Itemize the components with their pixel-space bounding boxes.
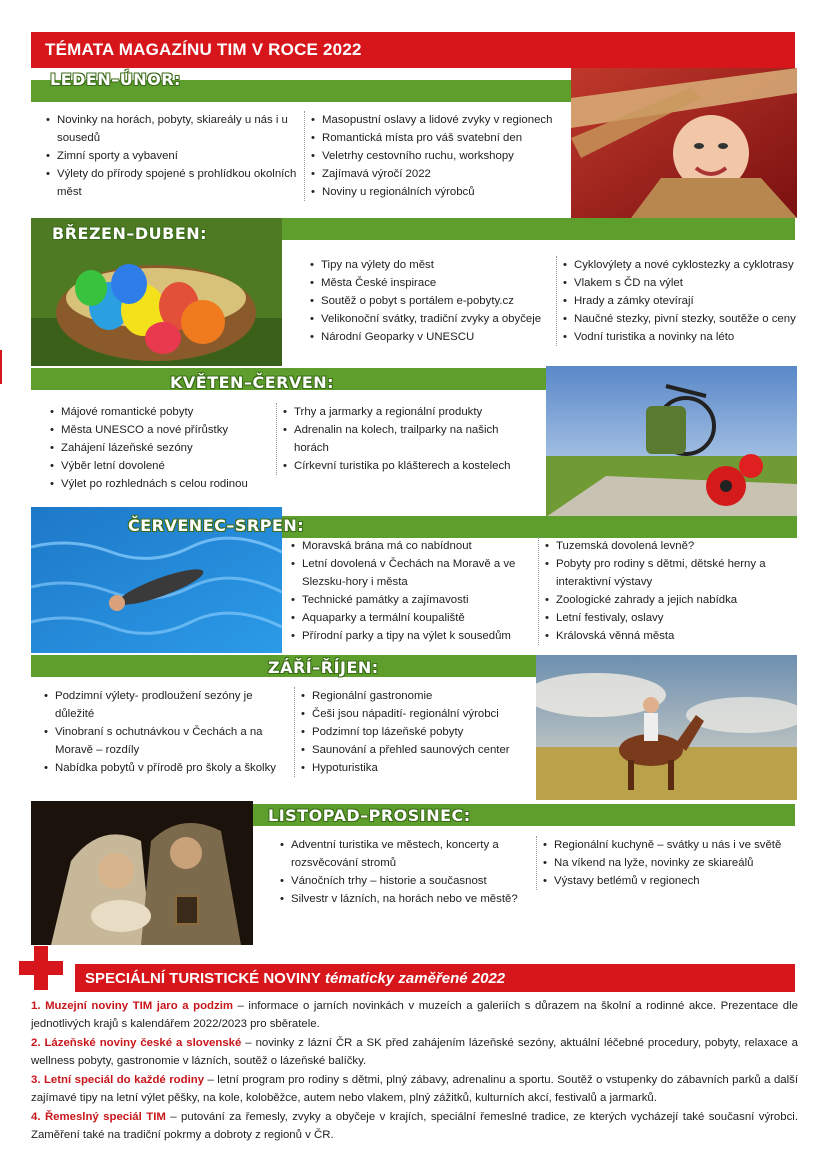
list-item: • Masopustní oslavy a lidové zvyky v regionech bbox=[311, 111, 566, 129]
list-item: • Výlety do přírody spojené s prohlídkou okolních měst bbox=[46, 165, 300, 201]
list-item: • Národní Geoparky v UNESCU bbox=[310, 328, 558, 346]
section-6-col-2 bbox=[536, 836, 796, 890]
list-item: • Cyklovýlety a nové cyklostezky a cyklotrasy bbox=[563, 256, 800, 274]
item-text: – letní program pro rodiny s dětmi, plný zábavy, adrenalinu a sportu. Soutěž o vstupenky do zábavních parků a další zajímavé tipy na letní výlet pěšky, na kole, koloběžce, autem nebo vlakem, plný zážitků, kulturních akcí, festivalů a jarmarků. bbox=[31, 1074, 798, 1104]
list-item: • Výběr letní dovolené bbox=[50, 457, 276, 475]
list-item: • Zimní sporty a vybavení bbox=[46, 147, 300, 165]
list-item: • Češi jsou nápadití- regionální výrobci bbox=[301, 705, 530, 723]
item-highlight: Lázeňské noviny české a slovenské bbox=[44, 1037, 242, 1049]
item-highlight: Muzejní noviny TIM jaro a podzim bbox=[45, 1000, 233, 1012]
list-item: • Královská věnná města bbox=[545, 627, 778, 645]
page-title-bar bbox=[31, 32, 795, 68]
list-item: • Moravská brána má co nabídnout bbox=[291, 537, 544, 555]
section-title-3: KVĚTEN–ČERVEN: bbox=[170, 373, 335, 392]
special-item bbox=[31, 998, 798, 1033]
special-title bbox=[85, 970, 505, 987]
edge-mark bbox=[0, 350, 2, 384]
bicycle-poppy-photo bbox=[546, 366, 797, 517]
item-text: – putování za řemesly, zvyky a obyčeje v krajích, speciální řemeslné tradice, ze kterých vycházejí také současní výrobci. Zaměření také na tradiční pokrmy a dobroty z regionů v ČR. bbox=[31, 1111, 798, 1141]
nativity-figures-photo bbox=[31, 801, 253, 945]
list-item: • Výstavy betlémů v regionech bbox=[543, 872, 796, 890]
list-item: • Zajímavá výročí 2022 bbox=[311, 165, 566, 183]
section-6-col-1 bbox=[280, 836, 538, 908]
section-title-2: BŘEZEN–DUBEN: bbox=[52, 224, 208, 243]
special-title-bar bbox=[75, 964, 795, 992]
section-title-4: ČERVENEC–SRPEN: bbox=[128, 516, 305, 535]
list-item: • Hrady a zámky otevírají bbox=[563, 292, 800, 310]
special-title-bold: SPECIÁLNÍ TURISTICKÉ NOVINY bbox=[85, 970, 321, 987]
list-item: • Letní dovolená v Čechách na Moravě a ve Slezsku-hory i města bbox=[291, 555, 544, 591]
list-item: • Na víkend na lyže, novinky ze skiareálů bbox=[543, 854, 796, 872]
list-item: • Adventní turistika ve městech, koncerty a rozsvěcování stromů bbox=[280, 836, 538, 872]
list-item: • Města UNESCO a nové přírůstky bbox=[50, 421, 276, 439]
section-bar-4 bbox=[282, 516, 797, 538]
list-item: • Církevní turistika po klášterech a kostelech bbox=[283, 457, 522, 475]
list-item: • Regionální kuchyně – svátky u nás i ve světě bbox=[543, 836, 796, 854]
list-item: • Vlakem s ČD na výlet bbox=[563, 274, 800, 292]
list-item: • Soutěž o pobyt s portálem e-pobyty.cz bbox=[310, 292, 558, 310]
section-3-col-1 bbox=[50, 403, 276, 493]
special-item bbox=[31, 1109, 798, 1144]
horse-rider-photo bbox=[536, 655, 797, 800]
special-list bbox=[31, 998, 798, 1146]
list-item: • Technické památky a zajímavosti bbox=[291, 591, 544, 609]
list-item: • Novinky na horách, pobyty, skiareály u nás i u sousedů bbox=[46, 111, 300, 147]
section-title-1: LEDEN–ÚNOR: bbox=[50, 70, 181, 89]
section-4-col-1 bbox=[291, 537, 544, 645]
list-item: • Pobyty pro rodiny s dětmi, dětské herny a interaktivní výstavy bbox=[545, 555, 778, 591]
item-number: 2. bbox=[31, 1037, 41, 1049]
list-item: • Regionální gastronomie bbox=[301, 687, 530, 705]
list-item: • Naučné stezky, pivní stezky, soutěže o ceny bbox=[563, 310, 800, 328]
item-number: 3. bbox=[31, 1074, 41, 1086]
list-item: • Vánočních trhy – historie a současnost bbox=[280, 872, 538, 890]
section-title-5: ZÁŘÍ–ŘÍJEN: bbox=[268, 658, 379, 677]
list-item: • Města České inspirace bbox=[310, 274, 558, 292]
item-highlight: Řemeslný speciál TIM bbox=[44, 1111, 166, 1123]
straw-hat-woman-photo bbox=[571, 68, 797, 218]
list-item: • Silvestr v lázních, na horách nebo ve městě? bbox=[280, 890, 538, 908]
section-bar-2 bbox=[282, 218, 795, 240]
list-item: • Nabídka pobytů v přírodě pro školy a školky bbox=[44, 759, 290, 777]
list-item: • Podzimní top lázeňské pobyty bbox=[301, 723, 530, 741]
section-5-col-2 bbox=[294, 687, 530, 777]
list-item: • Májové romantické pobyty bbox=[50, 403, 276, 421]
list-item: • Aquaparky a termální koupaliště bbox=[291, 609, 544, 627]
special-title-rest: tématicky zaměřené 2022 bbox=[320, 970, 506, 987]
list-item: • Vodní turistika a novinky na léto bbox=[563, 328, 800, 346]
item-text: – informace o jarních novinkách v muzeích a galeriích s důrazem na školní a rodinné akce. Prezentace dle jednotlivých krajů s kalendářem 2022/2023 pro sběratele. bbox=[31, 1000, 798, 1030]
red-cross-icon-bar bbox=[19, 961, 63, 975]
list-item: • Saunování a přehled saunových center bbox=[301, 741, 530, 759]
section-3-col-2 bbox=[276, 403, 522, 475]
list-item: • Výlet po rozhlednách s celou rodinou bbox=[50, 475, 276, 493]
list-item: • Hypoturistika bbox=[301, 759, 530, 777]
list-item: • Romantická místa pro váš svatební den bbox=[311, 129, 566, 147]
list-item: • Noviny u regionálních výrobců bbox=[311, 183, 566, 201]
list-item: • Podzimní výlety- prodloužení sezóny je důležité bbox=[44, 687, 290, 723]
list-item: • Přírodní parky a tipy na výlet k sousedům bbox=[291, 627, 544, 645]
list-item: • Zoologické zahrady a jejich nabídka bbox=[545, 591, 778, 609]
list-item: • Tuzemská dovolená levně? bbox=[545, 537, 778, 555]
section-4-col-2 bbox=[538, 537, 778, 645]
special-item bbox=[31, 1072, 798, 1107]
list-item: • Letní festivaly, oslavy bbox=[545, 609, 778, 627]
list-item: • Trhy a jarmarky a regionální produkty bbox=[283, 403, 522, 421]
item-text: – novinky z lázní ČR a SK před zahájením lázeňské sezóny, aktuální léčebné procedury, pobyty, relaxace a wellness pobyty, gastronomie v lázních, soutěž o lázeňské balíčky. bbox=[31, 1037, 798, 1067]
section-2-col-2 bbox=[556, 256, 800, 346]
section-title-6: LISTOPAD–PROSINEC: bbox=[268, 806, 471, 825]
item-number: 1. bbox=[31, 1000, 41, 1012]
item-number: 4. bbox=[31, 1111, 41, 1123]
list-item: • Tipy na výlety do měst bbox=[310, 256, 558, 274]
section-2-col-1 bbox=[310, 256, 558, 346]
list-item: • Veletrhy cestovního ruchu, workshopy bbox=[311, 147, 566, 165]
list-item: • Vinobraní s ochutnávkou v Čechách a na Moravě – rozdíly bbox=[44, 723, 290, 759]
item-highlight: Letní speciál do každé rodiny bbox=[43, 1074, 205, 1086]
section-1-col-1 bbox=[46, 111, 300, 201]
page-title: TÉMATA MAGAZÍNU TIM V ROCE 2022 bbox=[45, 40, 362, 59]
list-item: • Velikonoční svátky, tradiční zvyky a obyčeje bbox=[310, 310, 558, 328]
list-item: • Zahájení lázeňské sezóny bbox=[50, 439, 276, 457]
list-item: • Adrenalin na kolech, trailparky na našich horách bbox=[283, 421, 522, 457]
special-item bbox=[31, 1035, 798, 1070]
section-5-col-1 bbox=[44, 687, 290, 777]
section-1-col-2 bbox=[304, 111, 566, 201]
